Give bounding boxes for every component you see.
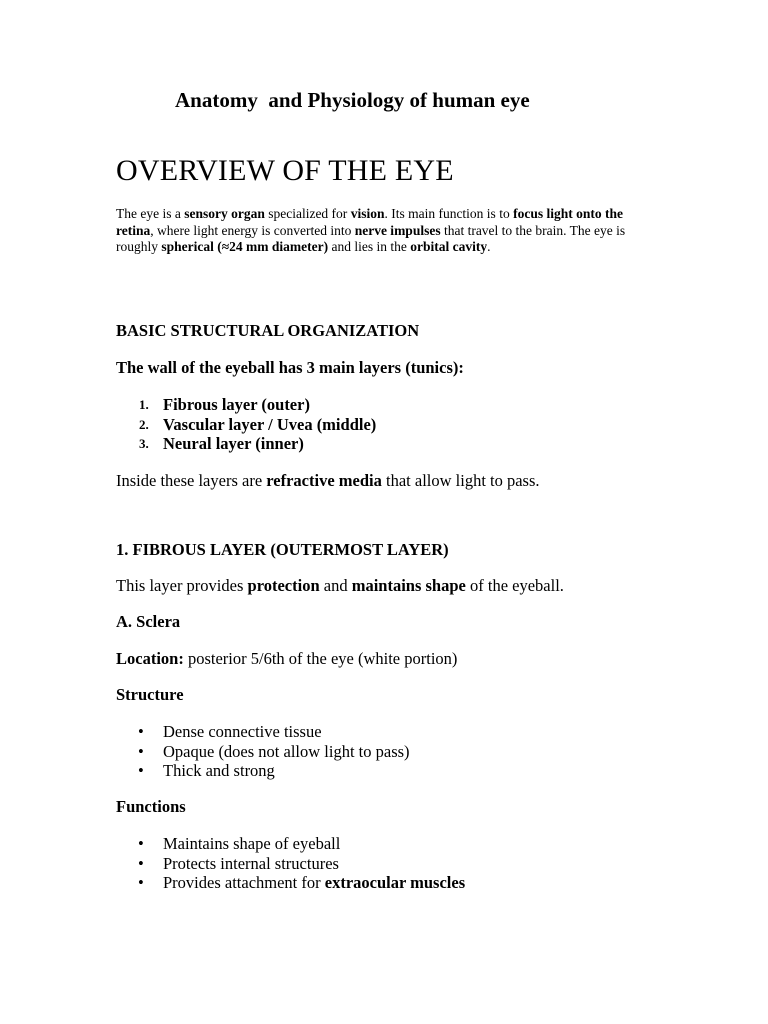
- text-run: and lies in the: [328, 239, 411, 254]
- bullet: •: [138, 853, 144, 873]
- list-item-text: [163, 761, 275, 780]
- bullet: •: [138, 741, 144, 761]
- fibrous-description: [116, 576, 564, 596]
- text-run: Dense connective tissue: [163, 722, 322, 741]
- text-run: Maintains shape of eyeball: [163, 834, 341, 853]
- text-run: Inside these layers are: [116, 471, 267, 490]
- text-run: Provides attachment for: [163, 873, 325, 892]
- text-run: , where light energy is converted into: [150, 222, 355, 238]
- list-item: [116, 834, 465, 854]
- text-run: Opaque (does not allow light to pass): [163, 741, 410, 761]
- bold-text-run: orbital cavity: [410, 239, 488, 254]
- text-run: Thick and strong: [163, 761, 275, 780]
- text-run: This layer provides: [116, 576, 248, 595]
- bold-text-run: Location:: [116, 649, 184, 668]
- text-run: that allow light to pass.: [381, 471, 540, 490]
- bold-text-run: extraocular muscles: [324, 873, 466, 892]
- list-item: [116, 761, 410, 781]
- fibrous-layer-heading: 1. FIBROUS LAYER (OUTERMOST LAYER): [116, 540, 449, 559]
- functions-heading: Functions: [116, 797, 186, 816]
- text-run: The eye is a: [116, 206, 185, 221]
- list-item-text: Vascular layer / Uvea (middle): [163, 414, 377, 434]
- list-number: 3.: [139, 436, 149, 451]
- document-title: Anatomy and Physiology of human eye: [175, 88, 530, 112]
- list-item-text: [163, 834, 340, 853]
- list-item: [116, 415, 376, 435]
- bold-text-run: focus light onto the retina: [116, 206, 623, 238]
- list-item-text: [163, 873, 465, 892]
- bullet: •: [138, 834, 144, 853]
- structure-heading: Structure: [116, 685, 184, 704]
- text-run: specialized for: [264, 206, 351, 221]
- bold-text-run: vision: [350, 206, 385, 221]
- sclera-location: [116, 649, 457, 669]
- bullet: •: [138, 873, 144, 892]
- bold-text-run: maintains shape: [351, 576, 466, 595]
- list-number: 1.: [139, 397, 149, 412]
- bold-text-run: spherical (≈24 mm diameter): [161, 239, 329, 254]
- text-run: of the eyeball.: [465, 576, 564, 595]
- list-item: [116, 722, 410, 742]
- list-item: [116, 873, 465, 893]
- bullet: •: [138, 722, 144, 741]
- text-run: Protects internal structures: [163, 853, 339, 873]
- list-item: [116, 854, 465, 874]
- list-item: [116, 434, 376, 454]
- basic-structure-heading: BASIC STRUCTURAL ORGANIZATION: [116, 321, 420, 340]
- refractive-paragraph: [116, 471, 540, 491]
- list-item-text: [163, 854, 339, 873]
- list-item-text: Fibrous layer (outer): [163, 395, 310, 414]
- text-run: that travel to the brain. The eye is roughly: [116, 222, 626, 254]
- text-run: and: [319, 576, 352, 595]
- bullet: •: [138, 761, 144, 780]
- list-item-text: [163, 742, 410, 761]
- intro-paragraph: [116, 206, 661, 256]
- sclera-heading: A. Sclera: [116, 612, 181, 631]
- list-item: [116, 395, 376, 415]
- list-item: [116, 742, 410, 762]
- bold-text-run: nerve impulses: [354, 222, 441, 238]
- text-run: . Its main function is to: [384, 206, 514, 221]
- functions-list: [116, 834, 465, 893]
- list-number: 2.: [139, 416, 149, 432]
- text-run: posterior 5/6th of the eye (white portion): [183, 649, 458, 668]
- bold-text-run: refractive media: [266, 471, 382, 490]
- tunics-lead: The wall of the eyeball has 3 main layers (tunics):: [116, 358, 464, 377]
- overview-heading: OVERVIEW OF THE EYE: [116, 154, 454, 187]
- text-run: .: [487, 239, 491, 254]
- layers-list: [116, 395, 376, 454]
- structure-list: [116, 722, 410, 781]
- bold-text-run: sensory organ: [184, 206, 265, 221]
- list-item-text: Neural layer (inner): [163, 434, 304, 453]
- bold-text-run: protection: [247, 576, 320, 595]
- list-item-text: [163, 722, 322, 741]
